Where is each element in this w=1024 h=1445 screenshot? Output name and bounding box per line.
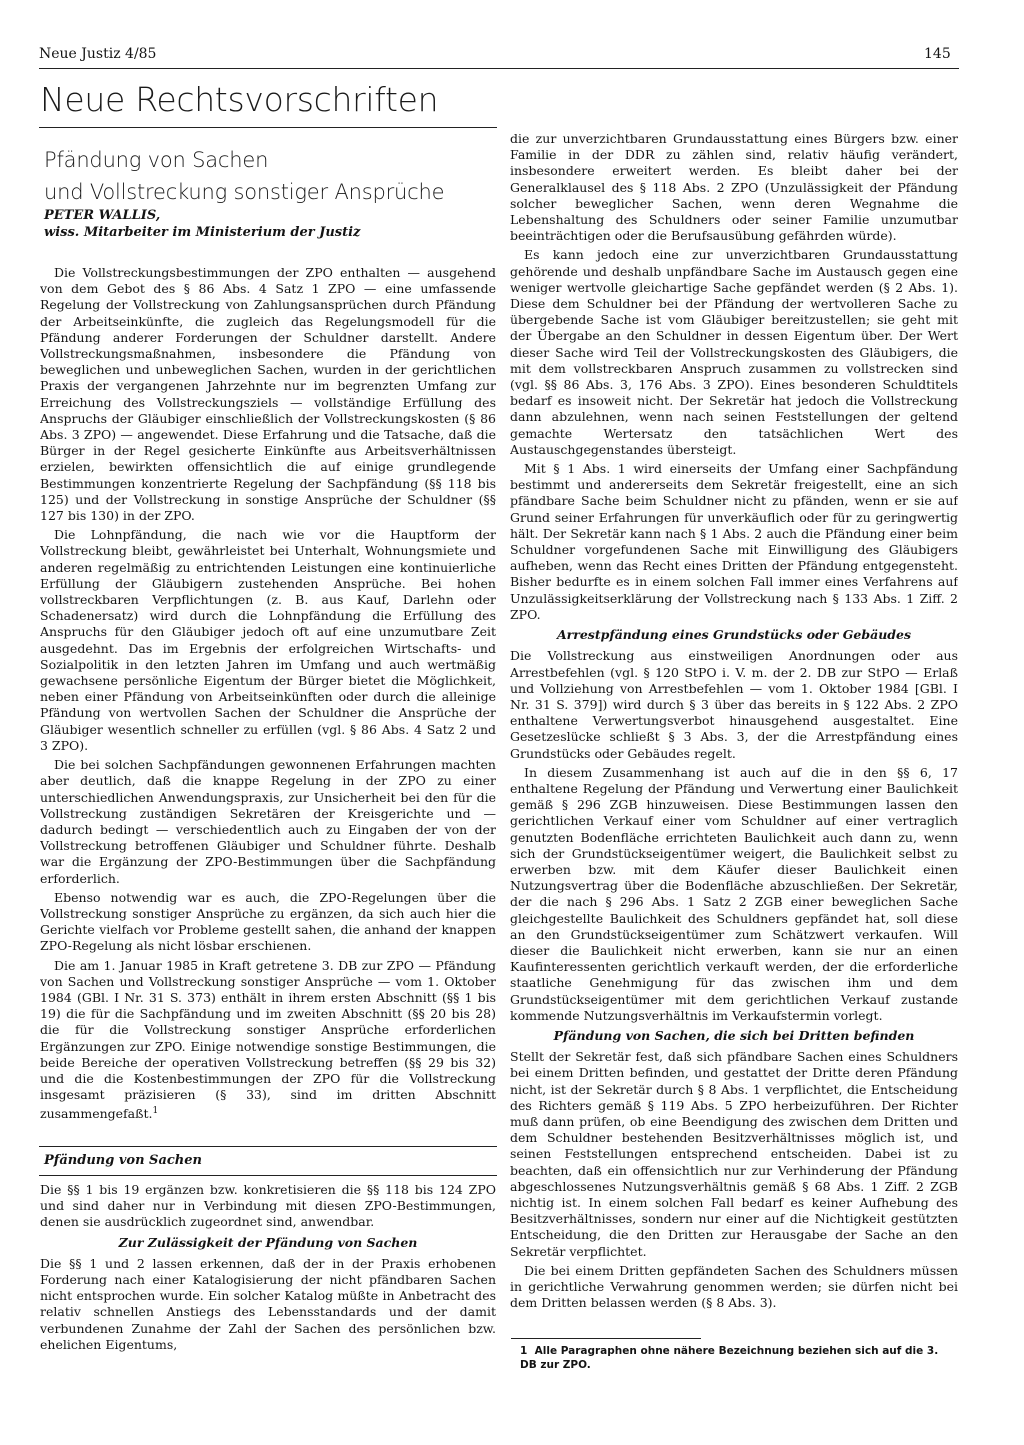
- footnote: [520, 1344, 958, 1372]
- body-paragraph-text: Die am 1. Januar 1985 in Kraft getretene 3. DB zur ZPO — Pfändung von Sachen und Vollstreckung sonstiger Ansprüche — vom 1. Oktober 1984 (GBl. I Nr. 31 S. 373) enthält in ihrem ersten Abschnitt (§§ 1 bis 19) die für die Sachpfändung und im zweiten Abschnitt (§§ 20 bis 28) die für die Vollstreckung sonstiger Ansprüche erforderlichen Ergänzungen zur ZPO. Einige notwendige sonstige Bestimmungen, die beide Bereiche der operativen Vollstreckung betreffen (§§ 29 bis 32) und die die Kostenbestimmungen der ZPO für die Vollstreckung insgesamt präzisieren (§ 33), sind im dritten Abschnitt zusammengefaßt.: [40, 957, 496, 1122]
- body-paragraph: Die Lohnpfändung, die nach wie vor die Hauptform der Vollstreckung bleibt, gewährleistet bei Unterhalt, Wohnungsmiete und anderen regelmäßig zu entrichtenden Leistungen eine kontinuierliche Erfüllung der Gläubigern zustehenden Ansprüche. Bei hohen vollstreckbaren Verpflichtungen (z. B. aus Kauf, Darlehn oder Schadenersatz) wird durch die Lohnpfändung die Erfüllung des Anspruchs für den Gläubiger jedoch oft auf eine unzumutbare Zeit ausgedehnt. Das im Ergebnis der erfolgreichen Wirtschafts- und Sozialpolitik in den letzten Jahren im Umfang und auch wertmäßig gewachsene persönliche Eigentum der Bürger bietet die Möglichkeit, neben einer Pfändung von Arbeitseinkünften oder durch die alleinige Pfändung von wertvollen Sachen der Schuldner die Ansprüche der Gläubiger wesentlich schneller zu erfüllen (vgl. § 86 Abs. 4 Satz 2 und 3 ZPO).: [40, 527, 496, 753]
- footnote-number: 1: [520, 1345, 528, 1357]
- subheading: Pfändung von Sachen, die sich bei Dritten befinden: [553, 1027, 915, 1043]
- footnote-rule: [511, 1338, 701, 1339]
- footnote-reference: 1: [152, 1106, 159, 1117]
- author-name: PETER WALLIS,: [44, 208, 161, 223]
- body-paragraph: Die bei solchen Sachpfändungen gewonnenen Erfahrungen machten aber deutlich, daß die knappe Regelung in der ZPO zu einer unterschiedlichen Anwendungspraxis, zur Unsicherheit bei den für die Vollstreckung zuständigen Sekretären der Kreisgerichte und — dadurch bedingt — verschiedentlich auch zu Eingaben der von der Vollstreckung betroffenen Gläubiger und Schuldner führte. Deshalb war die Ergänzung der ZPO-Bestimmungen über die Sachpfändung erforderlich.: [40, 757, 496, 886]
- subheading: Arrestpfändung eines Grundstücks oder Gebäudes: [556, 627, 912, 643]
- section-heading: Pfändung von Sachen: [44, 1153, 202, 1168]
- body-paragraph: In diesem Zusammenhang ist auch auf die in den §§ 6, 17 enthaltene Regelung der Pfändung und Verwertung einer Baulichkeit gemäß § 296 ZGB hinzuweisen. Diese Bestimmungen lassen den gerichtlichen Verkauf einer vom Schuldner auf einer vertraglich genutzten Bodenfläche errichteten Baulichkeit auch dann zu, wenn sich der Grundstückseigentümer weigert, die Baulichkeit selbst zu erwerben bzw. mit dem Käufer dieser Baulichkeit einen Nutzungsvertrag über die Bodenfläche abzuschließen. Der Sekretär, der die nach § 296 Abs. 1 Satz 2 ZGB einer beweglichen Sache gleichgestellte Baulichkeit des Schuldners gepfändet hat, soll diese an den Grundstückseigentümer zum Schätzwert verkaufen. Will dieser die Baulichkeit nicht erwerben, kann sie nur an einen Kaufinteressenten gerichtlich verkauft werden, der die erforderliche staatliche Genehmigung für das zwischen ihm und dem Grundstückseigentümer mit dem gerichtlichen Verkauf zustande kommende Nutzungsverhältnis im Verkaufstermin vorlegt.: [510, 764, 958, 1023]
- subheading: Zur Zulässigkeit der Pfändung von Sachen: [118, 1234, 418, 1250]
- article-title-line-2: und Vollstreckung sonstiger Ansprüche: [44, 180, 445, 204]
- body-paragraph: Die bei einem Dritten gepfändeten Sachen des Schuldners müssen in gerichtliche Verwahrung genommen werden; sie dürfen nicht bei dem Dritten belassen werden (§ 8 Abs. 3).: [510, 1262, 958, 1311]
- body-paragraph: Mit § 1 Abs. 1 wird einerseits der Umfang einer Sachpfändung bestimmt und andererseits dem Sekretär freigestellt, eine an sich pfändbare Sache beim Schuldner nicht zu pfänden, wenn er sie auf Grund seiner Erfahrungen für unverkäuflich oder für zu geringwertig hält. Der Sekretär kann nach § 1 Abs. 2 auch die Pfändung einer beim Schuldner vorgefundenen Sache mit Einwilligung des Gläubigers aufheben, wenn das Recht eines Dritten der Pfändung entgegensteht. Bisher bedurfte es in einem solchen Fall immer eines Verfahrens auf Unzulässigkeitserklärung der Vollstreckung nach § 133 Abs. 1 Ziff. 2 ZPO.: [510, 461, 958, 622]
- author-affiliation: wiss. Mitarbeiter im Ministerium der Justiz: [44, 225, 361, 240]
- body-paragraph: Die §§ 1 und 2 lassen erkennen, daß der in der Praxis erhobenen Forderung nach einer Katalogisierung der nicht pfändbaren Sachen nicht entsprochen wurde. Ein solcher Katalog müßte in Anbetracht des relativ schnellen Anstiegs des Lebensstandards und der damit verbundenen Zunahme der Zahl der Sachen des persönlichen bzw. ehelichen Eigentums,: [40, 1255, 496, 1352]
- section-heading-box: [39, 1146, 497, 1176]
- body-paragraph: Es kann jedoch eine zur unverzichtbaren Grundausstattung gehörende und deshalb unpfändbare Sache im Austausch gegen eine weniger wertvolle gleichartige Sache gepfändet werden (§ 2 Abs. 1). Diese dem Schuldner bei der Pfändung der wertvolleren Sache zu übergebende Sache ist vom Gläubiger bereitzustellen; sie geht mit der Übergabe an den Schuldner in dessen Eigentum über. Der Wert dieser Sache wird Teil der Vollstreckungskosten des Gläubigers, die mit dem vollstreckbaren Anspruch zusammen zu vollstrecken sind (vgl. §§ 86 Abs. 3, 176 Abs. 3 ZPO). Eines besonderen Schuldtitels bedarf es insoweit nicht. Der Sekretär hat jedoch die Vollstreckung dann abzulehnen, wenn nach seinen Feststellungen der geltend gemachte Wertersatz den tatsächlichen Wert des Austauschgegenstandes übersteigt.: [510, 247, 958, 457]
- column-1-lower: [40, 1182, 496, 1412]
- section-title: Neue Rechtsvorschriften: [40, 80, 439, 119]
- body-paragraph: die zur unverzichtbaren Grundausstattung eines Bürgers bzw. einer Familie in der DDR zu zählen sind, relativ häufig verändert, insbesondere erweitert werden. Es bleibt daher bei der Generalklausel des § 118 Abs. 2 ZPO (Unzulässigkeit der Pfändung solcher beweglicher Sachen, wenn deren Wegnahme die Lebenshaltung des Schuldners oder seiner Familie unzumutbar beeinträchtigen oder die Berufsausübung gefährden würde).: [510, 131, 958, 244]
- body-paragraph: Die Vollstreckung aus einstweiligen Anordnungen oder aus Arrestbefehlen (vgl. § 120 StPO i. V. m. der 2. DB zur StPO — Erlaß und Vollziehung von Arrestbefehlen — vom 1. Oktober 1984 [GBl. I Nr. 31 S. 379]) wird durch § 3 über das bereits in § 122 Abs. 2 ZPO enthaltene Verwertungsverbot hinausgehend ausgestaltet. Eine Gesetzeslücke schließt § 3 Abs. 3, der die Arrestpfändung eines Grundstücks oder Gebäudes regelt.: [510, 648, 958, 761]
- article-title: [44, 144, 494, 208]
- journal-header: Neue Justiz 4/85: [39, 46, 157, 62]
- article-title-line-1: Pfändung von Sachen: [44, 148, 269, 172]
- body-paragraph: Die §§ 1 bis 19 ergänzen bzw. konkretisieren die §§ 118 bis 124 ZPO und sind daher nur in Verbindung mit diesen ZPO-Bestimmungen, denen sie ausdrücklich zugeordnet sind, anwendbar.: [40, 1182, 496, 1230]
- body-paragraph: Ebenso notwendig war es auch, die ZPO-Regelungen über die Vollstreckung sonstiger Ansprüche zu ergänzen, da sich auch hier die Gerichte vielfach vor Probleme gestellt sahen, die anhand der knappen ZPO-Regelung als nicht lösbar erschienen.: [40, 889, 496, 954]
- column-1-upper: [40, 265, 496, 1145]
- page-number: 145: [924, 46, 951, 62]
- body-paragraph-with-footnote: [40, 958, 496, 1123]
- column-2: [510, 131, 958, 1341]
- footnote-text: Alle Paragraphen ohne nähere Bezeichnung beziehen sich auf die 3. DB zur ZPO.: [520, 1345, 939, 1371]
- section-title-rule: [39, 127, 497, 128]
- body-paragraph: Stellt der Sekretär fest, daß sich pfändbare Sachen eines Schuldners bei einem Dritten befinden, und gestattet der Dritte deren Pfändung nicht, ist der Sekretär durch § 8 Abs. 1 verpflichtet, die Entscheidung des Richters gemäß § 119 Abs. 5 ZPO herbeizuführen. Der Richter muß dann prüfen, ob eine Beendigung des zwischen dem Dritten und dem Schuldner bestehenden Besitzverhältnisses möglich ist, und seinen Feststellungen entsprechend entscheiden. Dabei ist zu beachten, daß ein offensichtlich nur zur Verhinderung der Pfändung abgeschlossenes Nutzungsverhältnis gemäß § 68 Abs. 1 Ziff. 2 ZGB nichtig ist. In einem solchen Fall bedarf es keiner Aufhebung des Besitzverhältnisses, sondern nur einer auf die Nichtigkeit gestützten Entscheidung, die den Dritten zur Herausgabe der Sache an den Sekretär verpflichtet.: [510, 1049, 958, 1259]
- body-paragraph: Die Vollstreckungsbestimmungen der ZPO enthalten — ausgehend von dem Gebot des § 86 Abs. 4 Satz 1 ZPO — eine umfassende Regelung der Vollstreckung von Zahlungsansprüchen durch Pfändung der Arbeitseinkünfte, die zugleich das Regelungsmodell für die Pfändung anderer Forderungen der Schuldner darstellt. Andere Vollstreckungsmaßnahmen, insbesondere die Pfändung von beweglichen und unbeweglichen Sachen, wurden in der gerichtlichen Praxis der vergangenen Jahrzehnte nur im begrenzten Umfang zur Erreichung des Vollstreckungsziels — vollständige Erfüllung des Anspruchs der Gläubiger einschließlich der Vollstreckungskosten (§ 86 Abs. 3 ZPO) — angewendet. Diese Erfahrung und die Tatsache, daß die Bürger in der Regel gesicherte Einkünfte aus Arbeitsverhältnissen erzielen, bewirkten offensichtlich die auf einige grundlegende Bestimmungen konzentrierte Regelung der Sachpfändung (§§ 118 bis 125) und der Vollstreckung in sonstige Ansprüche der Schuldner (§§ 127 bis 130) in der ZPO.: [40, 265, 496, 524]
- header-rule: [39, 68, 959, 69]
